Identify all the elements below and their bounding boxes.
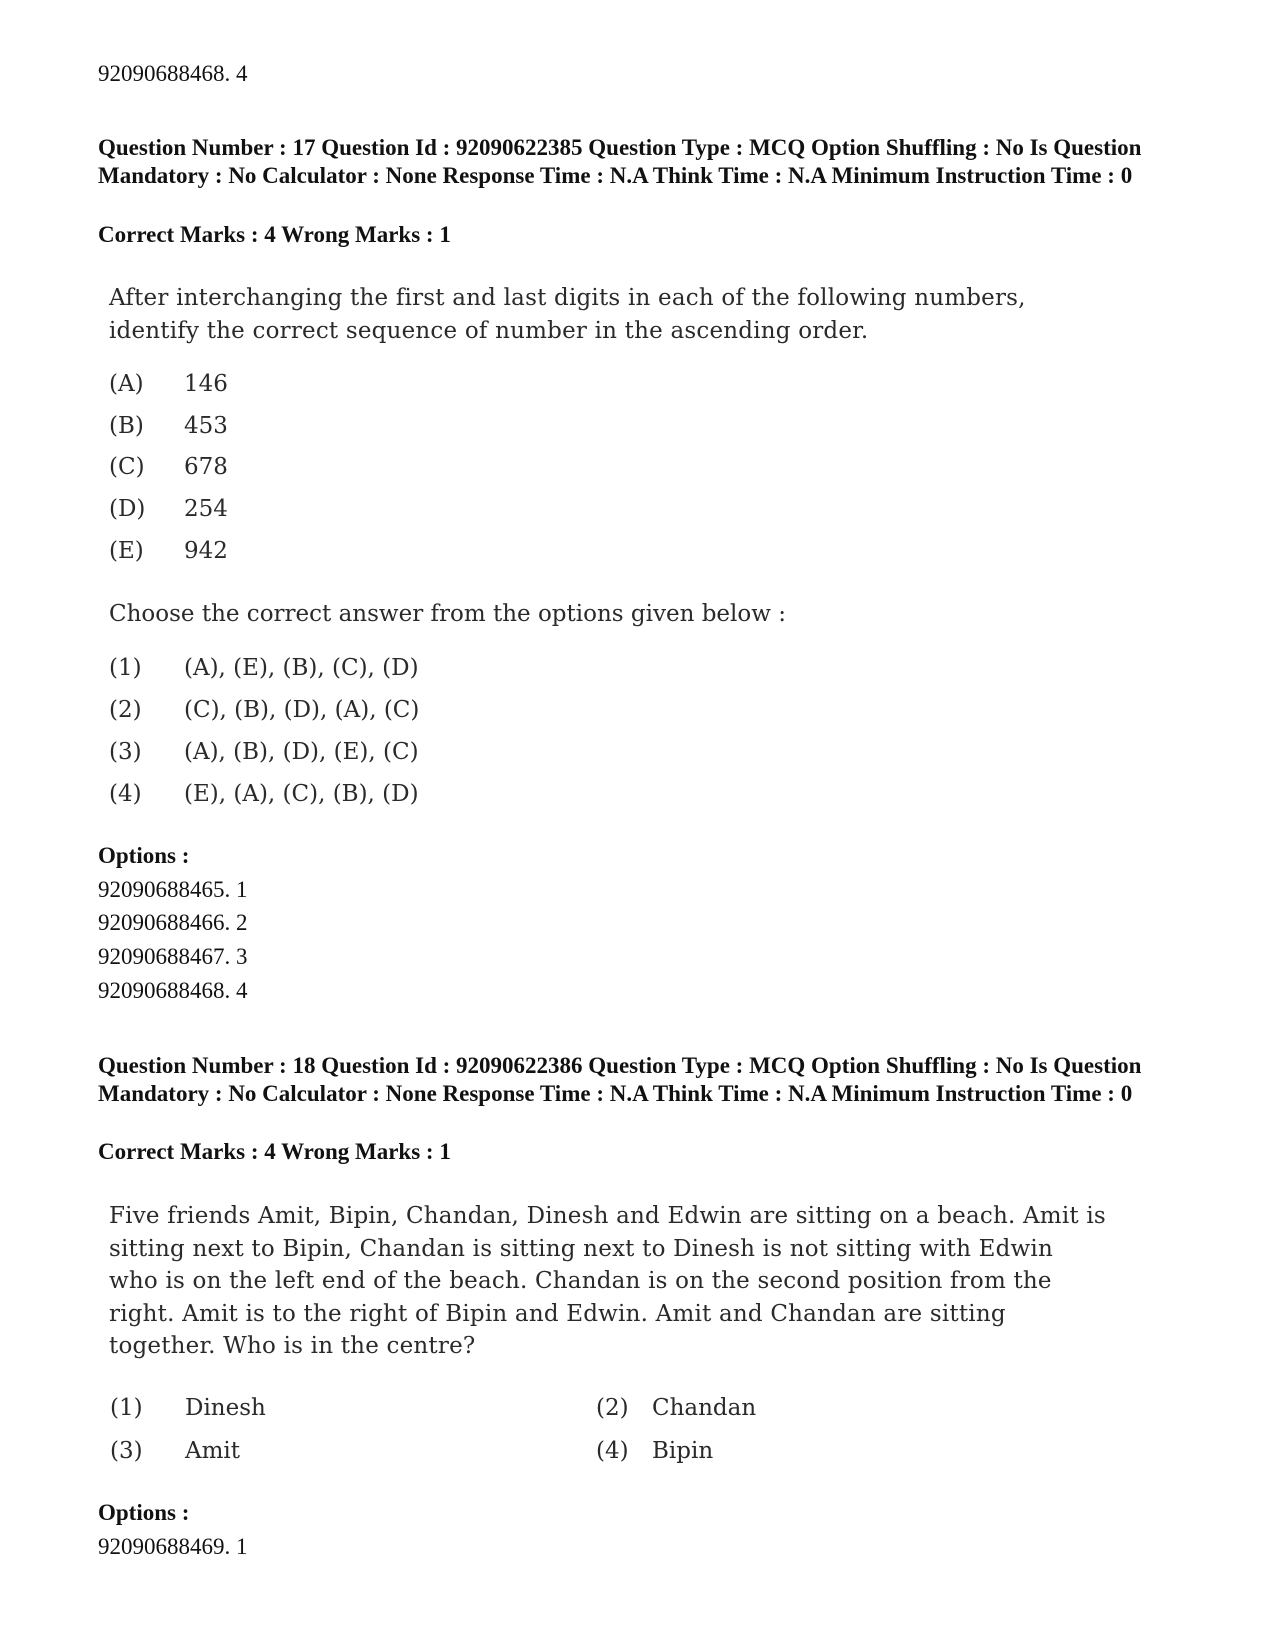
q17-item	[109, 451, 228, 481]
item-label: (C)	[109, 454, 145, 480]
q17-meta: Question Number : 17 Question Id : 92090622385 Question Type : MCQ Option Shuffling : No Is Question Mandatory : No Calculator : None Response Time : N.A Think Time : N.A Minimum Instruction Time : 0	[98, 135, 1142, 188]
item-value: 942	[184, 538, 228, 564]
q17-option-id: 92090688468. 4	[98, 978, 248, 1003]
q17-options-heading: Options :	[98, 843, 190, 868]
choice-label: (3)	[109, 739, 142, 765]
item-value: 146	[184, 371, 228, 397]
choice-label: (1)	[109, 655, 142, 681]
q17-choice	[109, 736, 419, 766]
choice-value: Dinesh	[185, 1395, 266, 1421]
choice-value: (C), (B), (D), (A), (C)	[184, 697, 420, 723]
item-label: (E)	[109, 538, 144, 564]
choice-value: (A), (E), (B), (C), (D)	[184, 655, 419, 681]
choice-label: (1)	[110, 1395, 143, 1421]
q18-marks: Correct Marks : 4 Wrong Marks : 1	[98, 1139, 451, 1164]
item-value: 254	[184, 496, 228, 522]
q17-choice	[109, 652, 419, 682]
q18-choice	[110, 1392, 266, 1425]
q18-choice	[110, 1435, 240, 1468]
q17-choose-instruction: Choose the correct answer from the options given below :	[109, 601, 786, 627]
q18-stem: Five friends Amit, Bipin, Chandan, Dinesh and Edwin are sitting on a beach. Amit is sitting next to Bipin, Chandan is sitting next to Dinesh is not sitting with Edwin who is on the left end of the beach. Chandan is on the second position from the right. Amit is to the right of Bipin and Edwin. Amit and Chandan are sitting together. Who is in the centre?	[109, 1203, 1106, 1359]
q17-item	[109, 535, 228, 565]
q17-choice	[109, 778, 419, 808]
q17-item	[109, 493, 228, 523]
q17-choice	[109, 694, 419, 724]
choice-label: (2)	[109, 697, 142, 723]
q17-stem: After interchanging the first and last digits in each of the following numbers, identify the correct sequence of number in the ascending order.	[109, 285, 1026, 344]
item-value: 678	[184, 454, 228, 480]
q18-option-id: 92090688469. 1	[98, 1534, 248, 1559]
choice-label: (2)	[596, 1395, 629, 1421]
q17-item	[109, 368, 228, 398]
choice-value: Bipin	[652, 1438, 714, 1464]
q17-option-id: 92090688466. 2	[98, 910, 248, 935]
choice-label: (3)	[110, 1438, 143, 1464]
choice-value: (E), (A), (C), (B), (D)	[184, 781, 419, 807]
choice-value: Chandan	[652, 1395, 757, 1421]
q17-item	[109, 410, 228, 440]
q18-choice	[596, 1392, 756, 1425]
option-id-line: 92090688468. 4	[98, 61, 248, 86]
choice-value: (A), (B), (D), (E), (C)	[184, 739, 419, 765]
choice-label: (4)	[109, 781, 142, 807]
item-label: (A)	[109, 371, 144, 397]
item-label: (D)	[109, 496, 146, 522]
item-label: (B)	[109, 413, 144, 439]
q18-meta: Question Number : 18 Question Id : 92090622386 Question Type : MCQ Option Shuffling : No Is Question Mandatory : No Calculator : None Response Time : N.A Think Time : N.A Minimum Instruction Time : 0	[98, 1053, 1142, 1106]
item-value: 453	[184, 413, 228, 439]
q17-option-id: 92090688467. 3	[98, 944, 248, 969]
q18-options-heading: Options :	[98, 1500, 190, 1525]
choice-label: (4)	[596, 1438, 629, 1464]
q17-option-id: 92090688465. 1	[98, 877, 248, 902]
choice-value: Amit	[185, 1438, 241, 1464]
q18-choice	[596, 1435, 713, 1468]
q17-marks: Correct Marks : 4 Wrong Marks : 1	[98, 222, 451, 247]
